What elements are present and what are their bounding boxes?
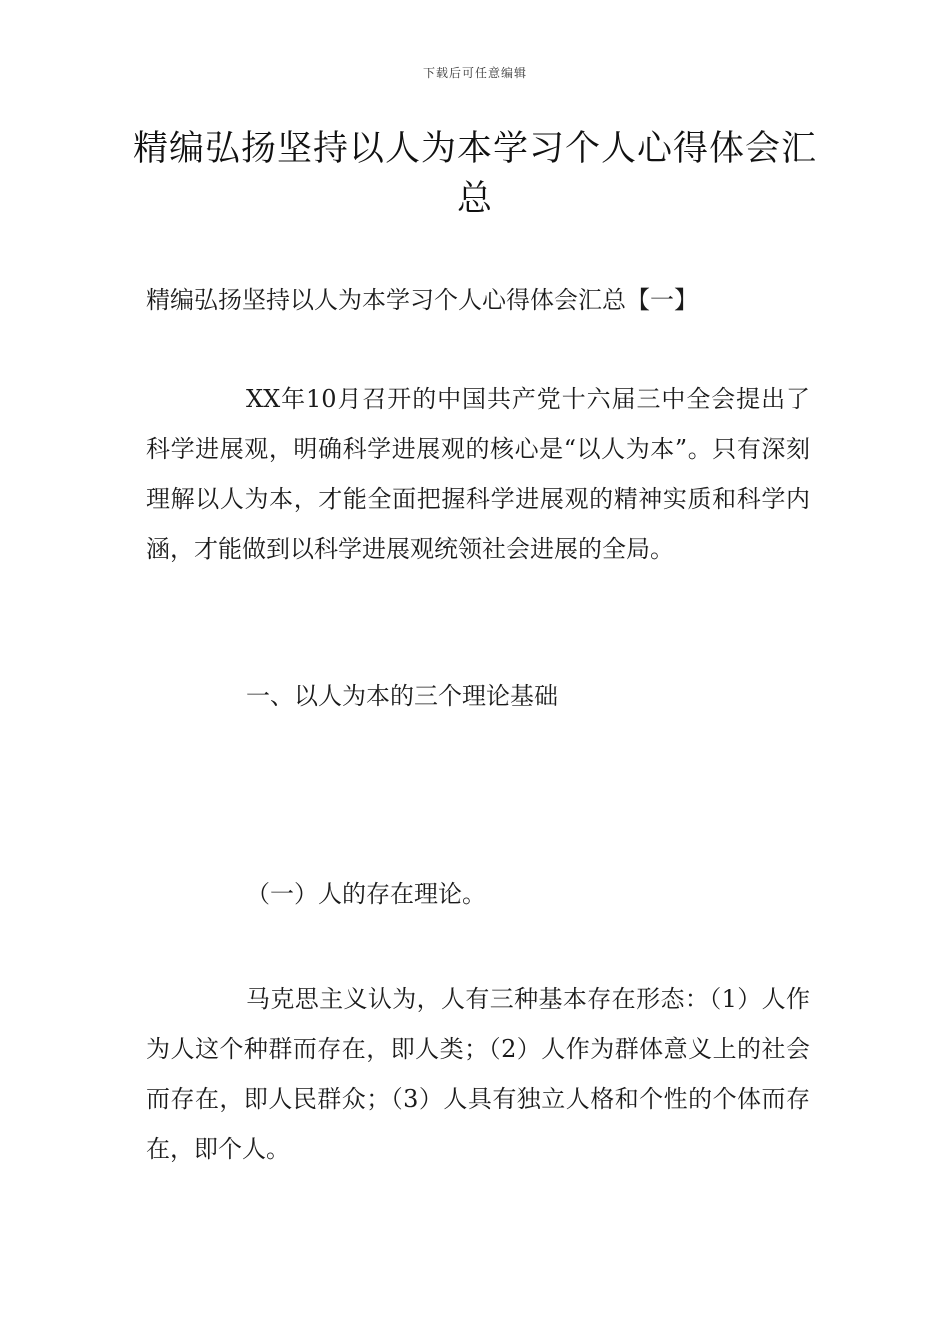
- subheading-existence-theory: （一）人的存在理论。: [246, 880, 486, 908]
- subheading-theory-foundations: 一、以人为本的三个理论基础: [246, 682, 558, 710]
- paragraph-existence-forms: 马克思主义认为，人有三种基本存在形态：（1）人作为人这个种群而存在，即人类；（2）人作为群体意义上的社会而存在，即人民群众；（3）人具有独立人格和个性的个体而存在，即个人。: [146, 985, 810, 1163]
- section-heading: 精编弘扬坚持以人为本学习个人心得体会汇总【一】: [146, 286, 698, 314]
- header-note: 下载后可任意编辑: [422, 66, 527, 80]
- document-title: 精编弘扬坚持以人为本学习个人心得体会汇总: [132, 129, 817, 219]
- paragraph-intro: XX年10月召开的中国共产党十六届三中全会提出了科学进展观，明确科学进展观的核心是“以人为本”。只有深刻理解以人为本，才能全面把握科学进展观的精神实质和科学内涵，才能做到以科学进展观统领社会进展的全局。: [146, 385, 810, 563]
